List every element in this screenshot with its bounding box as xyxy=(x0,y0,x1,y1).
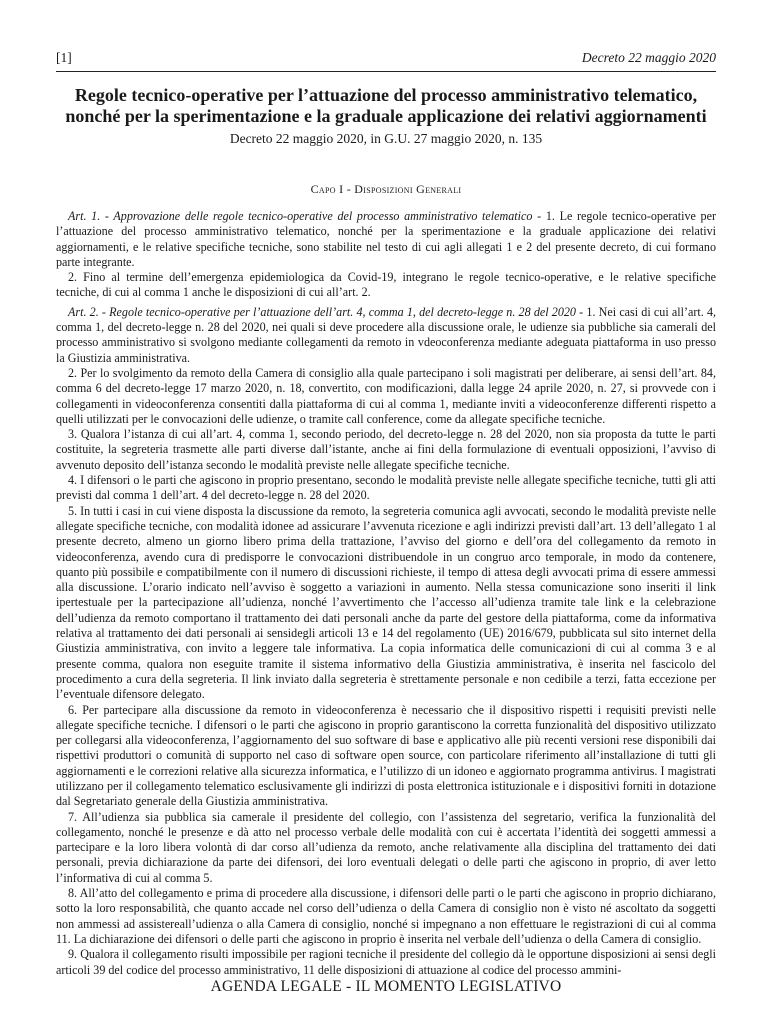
article-2-paragraph-1 xyxy=(56,305,716,366)
article-2-paragraph-2: 2. Per lo svolgimento da remoto della Camera di consiglio alla quale partecipano i soli magistrati per deliberare, ai sensi dell’art. 84, comma 6 del decreto-legge 17 marzo 2020, n. 18, convertito, con modificazioni, dalla legge 24 aprile 2020, n. 27, si provvede con i collegamenti in videoconferenza consentiti dalla piattaforma di cui al comma 1, mediante inviti a videoconferenze differenti rispetto a quelli utilizzati per le convocazioni delle udienze, o tramite call conference, come da allegate specifiche tecniche. xyxy=(56,365,716,426)
document-title: Regole tecnico-operative per l’attuazione del processo amministrativo telematico, nonché per la sperimentazione e la graduale applicazione dei relativi aggiornamenti xyxy=(65,85,707,126)
header-rule xyxy=(56,71,716,72)
running-header xyxy=(56,50,716,66)
article-1-paragraph-1 xyxy=(56,209,716,270)
article-1-text-1: 1. Le regole tecnico-operative per l’attuazione del processo amministrativo telematico, nonché per la sperimentazione e la graduale applicazione dei relativi aggiornamenti, e le relative specifiche tecniche, sono stabilite nel testo di cui agli allegati 1 e 2 del presente decreto, di cui formano parte integrante. xyxy=(56,209,716,269)
article-2-paragraph-7: 7. All’udienza sia pubblica sia camerale il presidente del collegio, con l’assistenza del segretario, verifica la funzionalità del collegamento, nonché le presenze e dà atto nel processo verbale delle modalità con cui è accertata l’identità dei soggetti ammessi a partecipare e la loro libera volontà di dar corso all’udienza da remoto, anche relativamente alla disciplina del trattamento dei dati personali, previa dichiarazione da parte dei difensori, dei loro eventuali delegati o delle parti che agiscono in proprio, di aver letto l’informativa di cui al comma 5. xyxy=(56,809,716,885)
article-2-paragraph-5: 5. In tutti i casi in cui viene disposta la discussione da remoto, la segreteria comunica agli avvocati, secondo le modalità previste nelle allegate specifiche tecniche, con modalità idonee ad assicurare l’avvenuta ricezione e agli indirizzi previsti dall’art. 13 dell’allegato 1 al presente decreto, almeno un giorno libero prima della trattazione, l’avviso del giorno e dell’ora del collegamento da remoto in videoconferenza, avendo cura di predisporre le convocazioni distribuendole in un congruo arco temporale, in modo da contenere, quanto più possibile e compatibilmente con il numero di discussioni richieste, il tempo di attesa degli avvocati prima di essere ammessi alla discussione. L’orario indicato nell’avviso è soggetto a variazioni in aumento. Nella stessa comunicazione sono inseriti il link ipertestuale per la partecipazione all’udienza, nonché l’avvertimento che l’accesso all’udienza tramite tale link e la celebrazione dell’udienza da remoto comportano il trattamento dei dati personali anche da parte del gestore della piattaforma, come da informativa relativa al trattamento dei dati personali ai sensidegli articoli 13 e 14 del regolamento (UE) 2016/679, pubblicata sul sito internet della Giustizia amministrativa, con invito a leggere tale informativa. La copia informatica delle comunicazioni di cui al comma 3 e al presente comma, qualora non eseguite tramite il sistema informativo della Giustizia amministrativa, è inserita nel fascicolo del procedimento a cura della segreteria. Il link inviato dalla segreteria è strettamente personale e non cedibile a terzi, fatta eccezione per l’eventuale difensore delegato. xyxy=(56,503,716,702)
article-2-paragraph-6: 6. Per partecipare alla discussione da remoto in videoconferenza è necessario che il dispositivo rispetti i requisiti previsti nelle allegate specifiche tecniche. I difensori o le parti che agiscono in proprio garantiscono la corretta funzionalità del dispositivo utilizzato per collegarsi alla videoconferenza, l’aggiornamento del suo software di base e applicativo alle più recenti versioni rese disponibili dai rispettivi produttori o comunità di supporto nel caso di software open source, con particolare riferimento all’installazione di tutti gli aggiornamenti e le correzioni relative alla sicurezza informatica, e l’utilizzo di un idoneo e aggiornato programma antivirus. I magistrati utilizzano per il collegamento telematico esclusivamente gli indirizzi di posta elettronica istituzionale e i dispositivi forniti in dotazione dal Segretariato generale della Giustizia amministrativa. xyxy=(56,702,716,809)
article-2-text-1: 1. Nei casi di cui all’art. 4, comma 1, del decreto-legge n. 28 del 2020, nei quali si deve procedere alla discussione orale, le udienze sia pubbliche sia camerali del processo amministrativo si svolgono mediante collegamenti da remoto in vdeoconferenza mediante adeguata piattaforma in uso presso la Giustizia amministrativa. xyxy=(56,304,717,365)
chapter-heading: Capo I - Disposizioni Generali xyxy=(310,182,462,196)
document-subtitle: Decreto 22 maggio 2020, in G.U. 27 maggio 2020, n. 135 xyxy=(229,131,543,146)
article-2-paragraph-3: 3. Qualora l’istanza di cui all’art. 4, comma 1, secondo periodo, del decreto-legge n. 28 del 2020, non sia proposta da tutte le parti costituite, la segreteria trasmette alle parti diverse dall’istante, anche ai fini della formulazione di eventuali opposizioni, l’avviso di avvenuto deposito dell’istanza secondo le modalità previste nelle allegate specifiche tecniche. xyxy=(56,427,716,472)
article-1-paragraph-2: 2. Fino al termine dell’emergenza epidemiologica da Covid-19, integrano le regole tecnico-operative, e le relative specifiche tecniche, di cui al comma 1 anche le disposizioni di cui all’art. 2. xyxy=(56,270,716,300)
document-body xyxy=(56,205,716,978)
article-2-paragraph-9: 9. Qualora il collegamento risulti impossibile per ragioni tecniche il presidente del collegio dà le opportune disposizioni ai sensi degli articoli 39 del codice del processo amministrativo, 11 delle disposizioni di attuazione al codice del processo ammini- xyxy=(56,947,716,977)
article-1-heading: Art. 1. - Approvazione delle regole tecnico-operative del processo amministrativo telematico - xyxy=(68,209,542,223)
article-2-paragraph-8: 8. All’atto del collegamento e prima di procedere alla discussione, i difensori delle parti o le parti che agiscono in proprio dichiarano, sotto la loro responsabilità, che quanto accade nel corso dell’udienza o della Camera di consiglio non è visto né ascoltato da soggetti non ammessi ad assistereall’udienza o alla Camera di consiglio, nonché si impegnano a non effettuare le registrazioni di cui al comma 11. La dichiarazione dei difensori o delle parti che agiscono in proprio è inserita nel verbale dell’udienza o della Camera di consiglio. xyxy=(56,886,716,946)
page-footer: AGENDA LEGALE - IL MOMENTO LEGISLATIVO xyxy=(210,978,562,995)
running-title: Decreto 22 maggio 2020 xyxy=(581,50,716,65)
page-number: [1] xyxy=(56,50,72,65)
article-2-paragraph-4: 4. I difensori o le parti che agiscono in proprio presentano, secondo le modalità previste nelle allegate specifiche tecniche, tutti gli atti previsti dal comma 1 dell’art. 4 del decreto-legge n. 28 del 2020. xyxy=(56,473,716,503)
article-2-heading: Art. 2. - Regole tecnico-operative per l’attuazione dell’art. 4, comma 1, del decreto-legge n. 28 del 2020 - xyxy=(68,304,584,319)
